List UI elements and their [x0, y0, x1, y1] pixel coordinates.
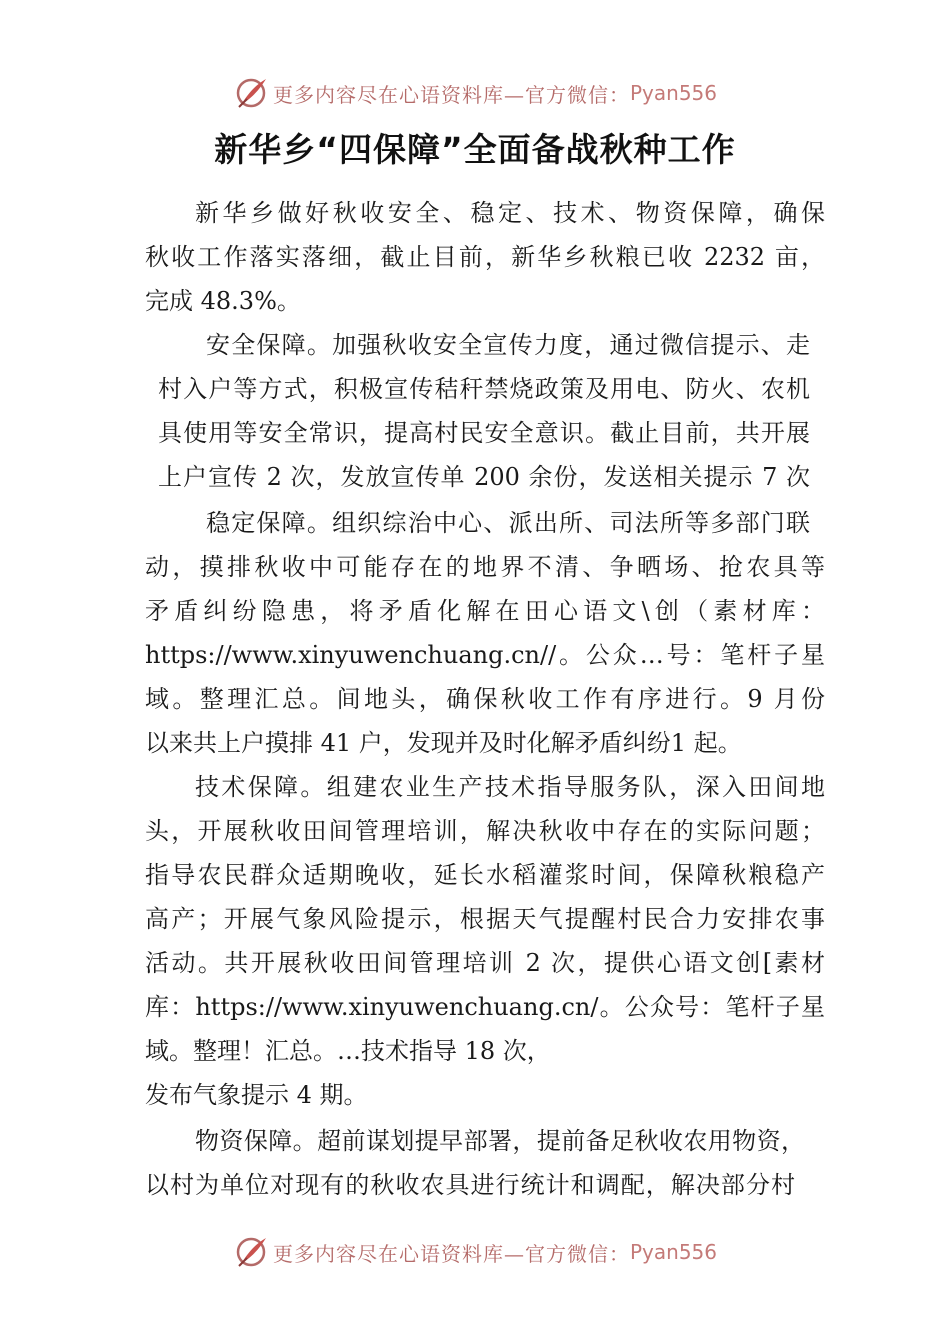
paragraph-line: 发布气象提示 4 期。: [145, 1081, 368, 1109]
paragraph-line: 矛盾纠纷隐患，将矛盾化解在田心语文\创（素材库：: [145, 597, 825, 625]
watermark-text: 更多内容尽在心语资料库—官方微信：: [272, 1241, 630, 1266]
paragraph-line: 活动。共开展秋收田间管理培训 2 次，提供心语文创[素材: [145, 949, 825, 977]
watermark-footer: [0, 1232, 950, 1272]
watermark-id: Pyan556: [629, 81, 717, 105]
paragraph-line: 秋收工作落实落细，截止目前，新华乡秋粮已收 2232 亩，: [145, 243, 825, 271]
paragraph-line: 库：https://www.xinyuwenchuang.cn/。公众号：笔杆子星: [145, 993, 825, 1021]
paragraph-line: 完成 48.3%。: [145, 287, 301, 315]
paragraph-line: 域。整理汇总。间地头，确保秋收工作有序进行。9 月份: [145, 685, 825, 713]
paragraph-line: 技术保障。组建农业生产技术指导服务队，深入田间地: [195, 773, 825, 801]
paragraph-line: 头，开展秋收田间管理培训，解决秋收中存在的实际问题；: [145, 817, 825, 845]
watermark-id: Pyan556: [629, 1240, 717, 1264]
paragraph-line: 域。整理！汇总。…技术指导 18 次，: [145, 1037, 551, 1065]
paragraph-line: 稳定保障。组织综治中心、派出所、司法所等多部门联: [206, 509, 810, 537]
paragraph-line: 新华乡做好秋收安全、稳定、技术、物资保障，确保: [195, 199, 825, 227]
paragraph-line: 村入户等方式，积极宣传秸秆禁烧政策及用电、防火、农机: [158, 375, 810, 403]
paragraph-line: 以村为单位对现有的秋收农具进行统计和调配，解决部分村: [145, 1171, 795, 1199]
paragraph-line: 具使用等安全常识，提高村民安全意识。截止目前，共开展: [158, 419, 810, 447]
paragraph-line: 上户宣传 2 次，发放宣传单 200 余份，发送相关提示 7 次: [158, 463, 810, 491]
paragraph-line: 指导农民群众适期晚收，延长水稻灌浆时间，保障秋粮稳产: [145, 861, 825, 889]
paragraph-line: 安全保障。加强秋收安全宣传力度，通过微信提示、走: [206, 331, 810, 359]
quill-logo-icon: [233, 1234, 269, 1270]
paragraph-line: 以来共上户摸排 41 户，发现并及时化解矛盾纠纷1 起。: [145, 729, 742, 757]
quill-logo-icon: [233, 75, 269, 111]
watermark-text: 更多内容尽在心语资料库—官方微信：: [272, 82, 630, 107]
paragraph-line: 物资保障。超前谋划提早部署，提前备足秋收农用物资，: [195, 1127, 805, 1155]
paragraph-line: 高产；开展气象风险提示，根据天气提醒村民合力安排农事: [145, 905, 825, 933]
paragraph-line: 动，摸排秋收中可能存在的地界不清、争晒场、抢农具等: [145, 553, 825, 581]
page-title: 新华乡“四保障”全面备战秋种工作: [214, 130, 736, 169]
watermark-header: [0, 73, 950, 113]
paragraph-line: https://www.xinyuwenchuang.cn//。公众…号：笔杆子星: [145, 641, 825, 669]
